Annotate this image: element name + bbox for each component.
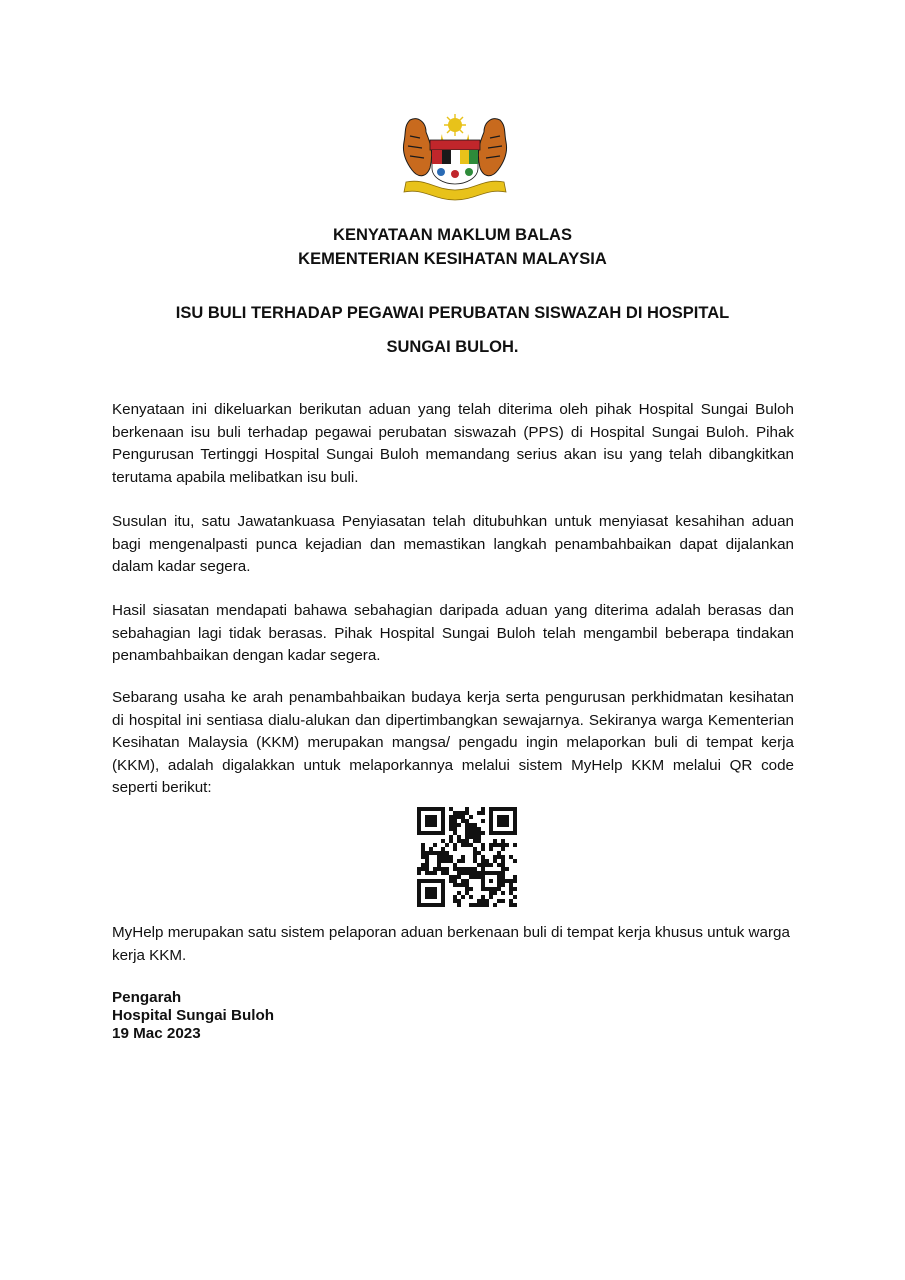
statement-title-line-2: SUNGAI BULOH. (386, 338, 519, 356)
paragraph-investigation-committee: Susulan itu, satu Jawatankuasa Penyiasatan telah ditubuhkan untuk menyiasat kesahihan aduan bagi mengenalpasti punca kejadian dan memastikan langkah penambahbaikan dapat dijalankan dalam kadar segera. (112, 513, 794, 575)
ministry-heading: KEMENTERIAN KESIHATAN MALAYSIA (298, 250, 607, 268)
coat-of-arms-icon (396, 112, 514, 202)
paragraph-myhelp-description: MyHelp merupakan satu sistem pelaporan aduan berkenaan buli di tempat kerja khusus untuk warga kerja KKM. (112, 924, 790, 964)
signatory-organization: Hospital Sungai Buloh (112, 1007, 274, 1024)
statement-date: 19 Mac 2023 (112, 1025, 201, 1042)
paragraph-reporting-instructions: Sebarang usaha ke arah penambahbaikan budaya kerja serta pengurusan perkhidmatan kesihatan di hospital ini sentiasa dialu-alukan dan dipertimbangkan sewajarnya. Sekiranya warga Kementerian Kesihatan Malaysia (KKM) merupakan mangsa/ pengadu ingin melaporkan buli di tempat kerja (KKM), adalah digalakkan untuk melaporkannya melalui sistem MyHelp KKM melalui QR code seperti berikut: (112, 689, 794, 796)
paragraph-complaint-received: Kenyataan ini dikeluarkan berikutan aduan yang telah diterima oleh pihak Hospital Sungai Buloh berkenaan isu buli terhadap pegawai perubatan siswazah (PPS) di Hospital Sungai Buloh. Pihak Pengurusan Tertinggi Hospital Sungai Buloh memandang serius akan isu yang telah dibangkitkan terutama apabila melibatkan isu buli. (112, 401, 794, 486)
statement-title-line-1: ISU BULI TERHADAP PEGAWAI PERUBATAN SISWAZAH DI HOSPITAL (175, 304, 730, 322)
qr-code-icon[interactable] (417, 807, 517, 907)
signatory-title: Pengarah (112, 989, 182, 1006)
statement-type-heading: KENYATAAN MAKLUM BALAS (333, 226, 572, 244)
paragraph-investigation-findings: Hasil siasatan mendapati bahawa sebahagian daripada aduan yang diterima adalah berasas dan sebahagian lagi tidak berasas. Pihak Hospital Sungai Buloh telah mengambil beberapa tindakan penambahbaikan dengan kadar segera. (112, 602, 794, 664)
